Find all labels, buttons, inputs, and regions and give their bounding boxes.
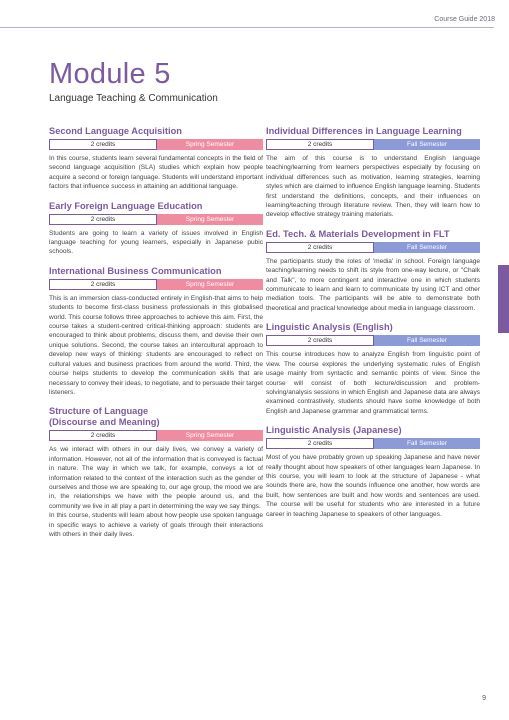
semester-badge: Fall Semester: [374, 335, 480, 346]
course-meta: [266, 335, 480, 346]
credits-badge: 2 credits: [266, 242, 374, 253]
module-title: Module 5: [49, 58, 171, 90]
course-title: [49, 406, 263, 428]
course-individual-differences: [266, 126, 480, 220]
left-column: [49, 126, 263, 548]
section-tab: [498, 265, 509, 333]
course-linguistic-analysis-english: [266, 322, 480, 416]
semester-badge: Spring Semester: [157, 430, 263, 441]
semester-badge: Fall Semester: [374, 242, 480, 253]
course-title-line1: Structure of Language: [49, 406, 149, 417]
semester-badge: Spring Semester: [157, 214, 263, 225]
course-description: The participants study the roles of 'media' in school. Foreign language teaching/learning needs to shift its style from one-way lecture, or "Chalk and Talk", to more contingent and interactive one in which students communicate to learn and learn to communicate by using ICT and other mediation tools. The participants will be able to demonstrate both theoretical and practical knowledge about media in language classroom.: [266, 257, 480, 312]
course-early-foreign-language-education: [49, 201, 263, 257]
course-linguistic-analysis-japanese: [266, 425, 480, 519]
semester-badge: Spring Semester: [157, 279, 263, 290]
header-rule: [0, 27, 494, 28]
course-description: This course introduces how to analyze English from linguistic point of view. The course explores the underlying systematic rules of English usage mainly from syntactic and semantic points of view. Since the course will consist of both lecture/discussion and problem-solving/analysis sessions in which English and Japanese data are always examined contrastively, students should have some knowledge of both English and Japanese grammar and grammatical terms.: [266, 351, 480, 415]
course-title: Individual Differences in Language Learning: [266, 126, 462, 136]
credits-badge: 2 credits: [49, 430, 157, 441]
course-meta: [266, 438, 480, 449]
course-description: In this course, students learn several fundamental concepts in the field of second language acquisition (SLA) studies which explain how people acquire a second or foreign language. Students will understand important factors that influence success in attaining an additional language.: [49, 155, 263, 191]
course-title: Linguistic Analysis (Japanese): [266, 425, 402, 436]
semester-badge: Spring Semester: [157, 139, 263, 150]
course-description: Students are going to learn a variety of issues involved in English language teaching for young learners, especially in Japanese pubic schools.: [49, 229, 263, 256]
course-description: As we interact with others in our daily lives, we convey a variety of information. However, not all of the information that is conveyed is factual in nature. The way in which we talk, for example, conveys a lot of information related to the context of the interaction such as the gender of ourselves and those we are speaking to, our age group, the mood we are in, the relationships we have with the people around us, and the community we live in all play a part in determining the way we say things.: [49, 446, 263, 510]
right-column: [266, 126, 480, 528]
course-description: This is an immersion class-conducted entirely in English-that aims to help students to become first-class business professionals in this globalised world. This course follows three approaches to achieve this aim. First, the course takes a student-centred critical-thinking approach: students are encouraged to think about problems, discuss them, and devise their own unique solutions. Second, the course takes an intercultural approach to develop new ways of thinking: students are encouraged to reflect on cultural values and business practices from around the world. Third, the course helps students to develop the communication skills that are necessary to convey their ideas, to negotiate, and to persuade their target listeners.: [49, 294, 263, 396]
course-meta: [266, 242, 480, 253]
course-description-continued: In this course, students will learn about how people use spoken language in specific ways to achieve a variety of goals through their interactions with others in their daily lives.: [49, 512, 263, 538]
course-structure-of-language: [49, 406, 263, 539]
module-subtitle: Language Teaching & Communication: [49, 93, 218, 104]
course-second-language-acquisition: [49, 126, 263, 192]
header-label: Course Guide 2018: [434, 16, 495, 23]
semester-badge: Fall Semester: [374, 139, 480, 150]
credits-badge: 2 credits: [49, 279, 157, 290]
course-title-line2: (Discourse and Meaning): [49, 417, 160, 428]
course-international-business-communication: [49, 266, 263, 397]
course-ed-tech-materials: [266, 229, 480, 313]
credits-badge: 2 credits: [266, 335, 374, 346]
credits-badge: 2 credits: [49, 214, 157, 225]
credits-badge: 2 credits: [266, 438, 374, 449]
course-meta: [49, 430, 263, 441]
credits-badge: 2 credits: [266, 139, 374, 150]
course-description: The aim of this course is to understand English language teaching/learning from learners perspectives especially by focusing on individual differences such as motivation, learning strategies, learning styles which are claimed to influence English language learning. Students first understand the definitions, concepts, and their influences on learning/teaching through literature review. Then, they will learn how to develop effective strategy training materials.: [266, 155, 480, 219]
course-meta: [266, 139, 480, 150]
course-title: Linguistic Analysis (English): [266, 322, 393, 333]
course-meta: [49, 279, 263, 290]
course-meta: [49, 214, 263, 225]
course-title: Second Language Acquisition: [49, 126, 182, 136]
course-description: Most of you have probably grown up speaking Japanese and have never really thought about how speakers of other languages learn Japanese. In this course, you will learn to look at the structure of Japanese - what sounds there are, how the sounds influence one another, how words are built, how sentences are built and how words and sentences are used. The course will be useful for students who are interested in a future career in teaching Japanese to speakers of other languages.: [266, 454, 480, 518]
course-title: Ed. Tech. & Materials Development in FLT: [266, 228, 450, 239]
credits-badge: 2 credits: [49, 139, 157, 150]
semester-badge: Fall Semester: [374, 438, 480, 449]
course-title: Early Foreign Language Education: [49, 200, 203, 211]
course-meta: [49, 139, 263, 150]
course-title: International Business Communication: [49, 265, 222, 276]
page-number: 9: [482, 695, 486, 702]
